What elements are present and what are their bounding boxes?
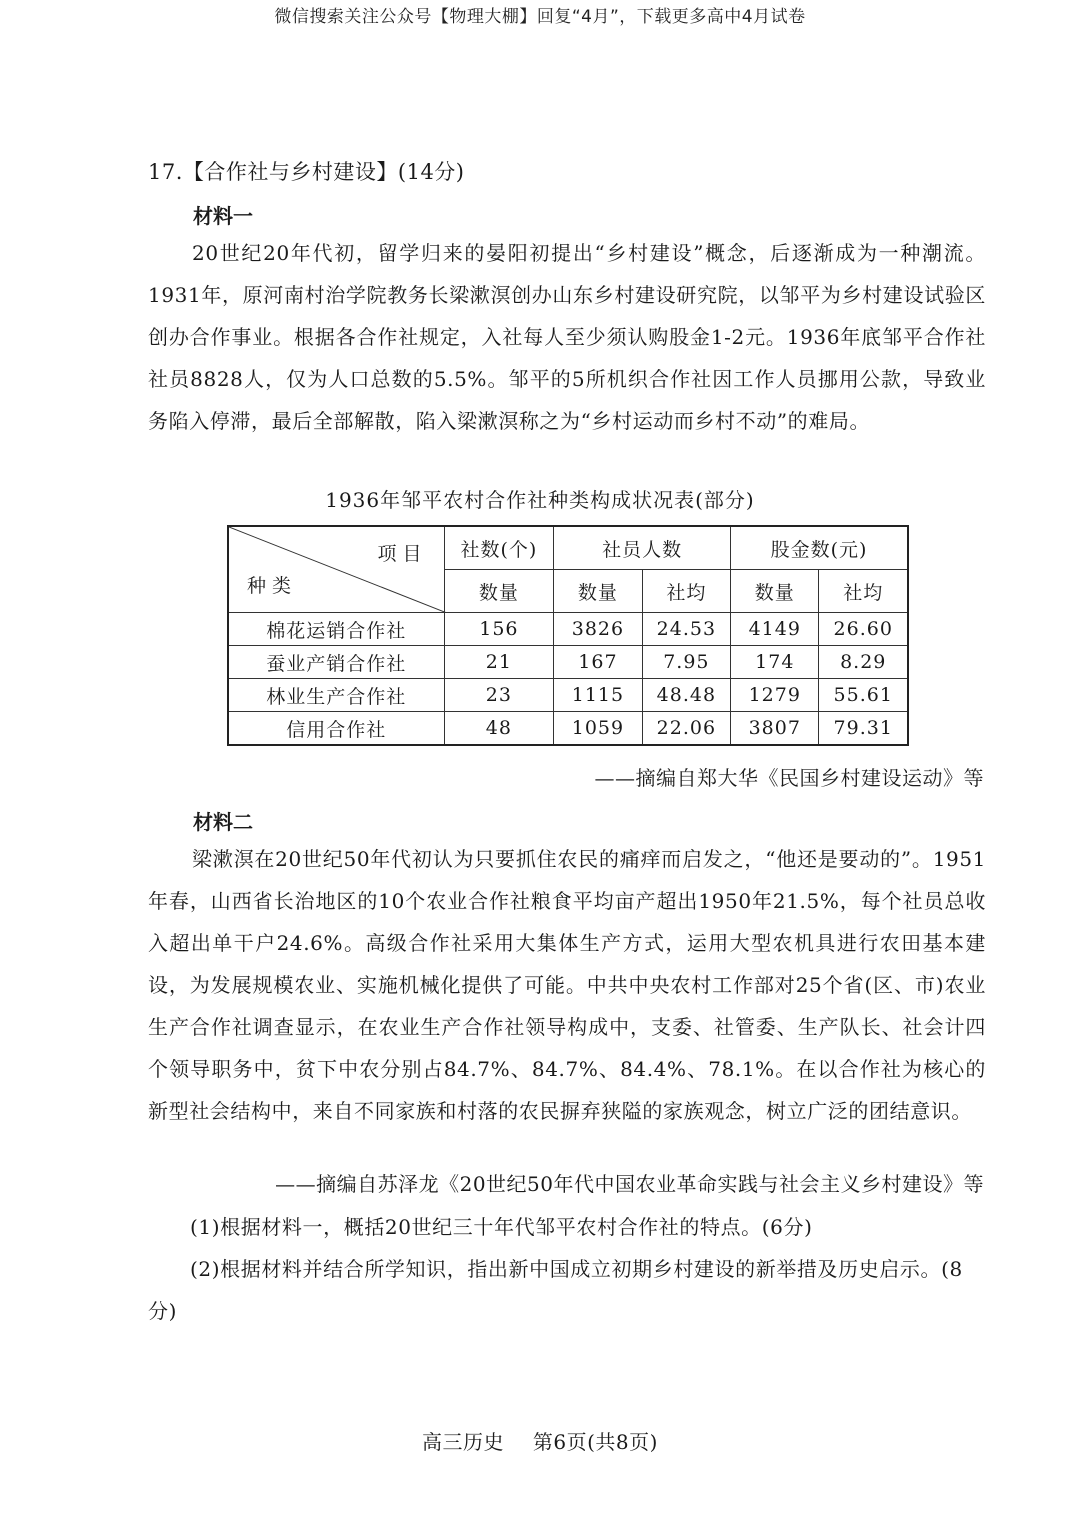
- row-kind: 蚕业产销合作社: [228, 646, 444, 679]
- header-society-count: 社数(个): [444, 526, 554, 570]
- material-two-paragraph: 梁漱溟在20世纪50年代初认为只要抓住农民的痛痒而启发之，“他还是要动的”。1951年春，山西省长治地区的10个农业合作社粮食平均亩产超出1950年21.5%，每个社员总收入超出单干户24.6%。高级合作社采用大集体生产方式，运用大型农机具进行农田基本建设，为发展规模农业、实施机械化提供了可能。中共中央农村工作部对25个省(区、市)农业生产合作社调查显示，在农业生产合作社领导构成中，支委、社管委、生产队长、社会计四个领导职务中，贫下中农分别占84.7%、84.7%、84.4%、78.1%。在以合作社为核心的新型社会结构中，来自不同家族和村落的农民摒弃狭隘的家族观念，树立广泛的团结意识。: [148, 847, 986, 1123]
- header-member-count: 社员人数: [554, 526, 731, 570]
- cell-value: 8.29: [819, 646, 908, 679]
- cell-value: 22.06: [642, 712, 730, 746]
- cell-value: 48.48: [642, 679, 730, 712]
- footer-subject: 高三历史: [422, 1430, 505, 1454]
- cell-value: 23: [444, 679, 554, 712]
- cell-value: 1279: [731, 679, 819, 712]
- subheader-quantity: 数量: [444, 570, 554, 613]
- table-row: [228, 679, 908, 712]
- page-footer: [0, 1426, 1080, 1455]
- corner-item-label: 项目: [377, 543, 428, 565]
- question-part-1: (1)根据材料一，概括20世纪三十年代邹平农村合作社的特点。(6分): [190, 1215, 813, 1239]
- subheader-quantity: 数量: [554, 570, 642, 613]
- header-share-capital: 股金数(元): [731, 526, 908, 570]
- cell-value: 7.95: [642, 646, 730, 679]
- table-row: [228, 646, 908, 679]
- footer-page-number: 第6页(共8页): [532, 1430, 658, 1454]
- corner-kind-label: 种类: [247, 575, 298, 597]
- cell-value: 167: [554, 646, 642, 679]
- subheader-quantity: 数量: [731, 570, 819, 613]
- cell-value: 48: [444, 712, 554, 746]
- cell-value: 174: [731, 646, 819, 679]
- cell-value: 3826: [554, 613, 642, 646]
- cell-value: 156: [444, 613, 554, 646]
- material-two-source: ——摘编自苏泽龙《20世纪50年代中国农业革命实践与社会主义乡村建设》等: [275, 1172, 984, 1196]
- cell-value: 1059: [554, 712, 642, 746]
- cell-value: 55.61: [819, 679, 908, 712]
- table-caption: 1936年邹平农村合作社种类构成状况表(部分): [325, 488, 755, 512]
- material-one-source: ——摘编自郑大华《民国乡村建设运动》等: [594, 766, 984, 790]
- cell-value: 21: [444, 646, 554, 679]
- row-kind: 林业生产合作社: [228, 679, 444, 712]
- table-row: [228, 613, 908, 646]
- row-kind: 信用合作社: [228, 712, 444, 746]
- table-corner-header: [228, 526, 444, 613]
- cooperative-table: [227, 525, 909, 746]
- row-kind: 棉花运销合作社: [228, 613, 444, 646]
- material-two-heading: 材料二: [193, 810, 253, 834]
- question-title: 17.【合作社与乡村建设】(14分): [148, 160, 465, 184]
- cell-value: 24.53: [642, 613, 730, 646]
- material-one-heading: 材料一: [193, 204, 253, 228]
- table-row: [228, 712, 908, 746]
- material-one-paragraph: 20世纪20年代初，留学归来的晏阳初提出“乡村建设”概念，后逐渐成为一种潮流。1931年，原河南村治学院教务长梁漱溟创办山东乡村建设研究院，以邹平为乡村建设试验区创办合作事业。根据各合作社规定，入社每人至少须认购股金1-2元。1936年底邹平合作社社员8828人，仅为人口总数的5.5%。邹平的5所机织合作社因工作人员挪用公款，导致业务陷入停滞，最后全部解散，陷入梁漱溟称之为“乡村运动而乡村不动”的难局。: [148, 241, 986, 433]
- question-part-2: (2)根据材料并结合所学知识，指出新中国成立初期乡村建设的新举措及历史启示。(8分): [148, 1257, 963, 1323]
- subheader-average: 社均: [819, 570, 908, 613]
- subheader-average: 社均: [642, 570, 730, 613]
- cell-value: 26.60: [819, 613, 908, 646]
- cell-value: 3807: [731, 712, 819, 746]
- cell-value: 79.31: [819, 712, 908, 746]
- watermark-banner: 微信搜索关注公众号【物理大棚】回复“4月”，下载更多高中4月试卷: [274, 7, 806, 27]
- cell-value: 1115: [554, 679, 642, 712]
- cell-value: 4149: [731, 613, 819, 646]
